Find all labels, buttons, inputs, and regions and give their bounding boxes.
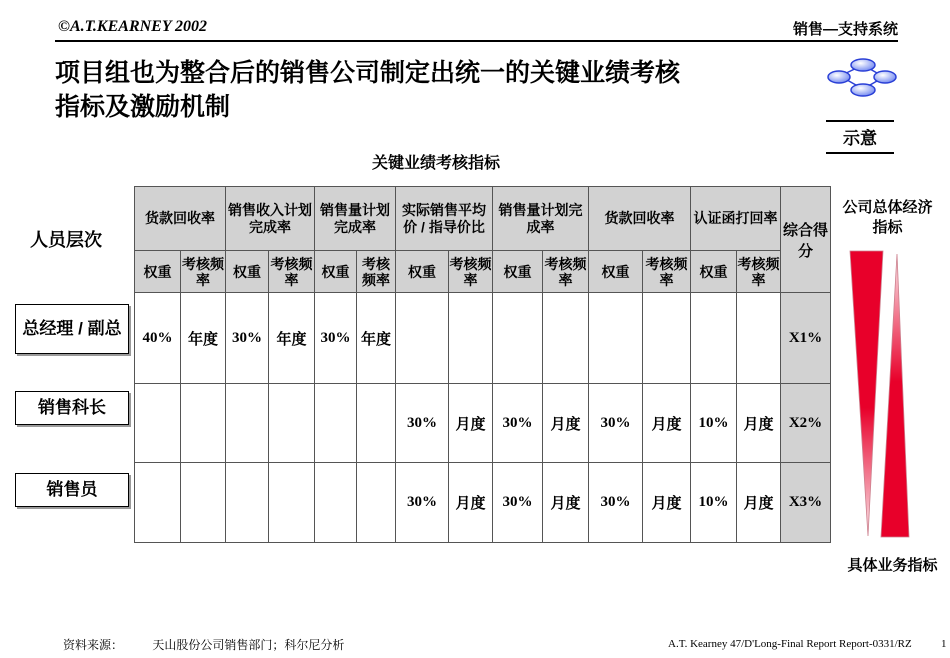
score-cell: X2% [781,384,831,463]
frequency-subheader: 考核频率 [543,251,589,293]
table-row [135,293,831,384]
kpi-subheader-row [135,251,831,293]
table-cell [315,384,357,463]
table-cell [226,463,269,543]
score-cell: X1% [781,293,831,384]
kpi-group-header-row [135,187,831,251]
table-cell [396,293,449,384]
page-title [55,56,805,124]
table-cell: 30% [396,384,449,463]
table-cell: 月度 [449,463,493,543]
table-cell [589,293,643,384]
page-title-line-1: 项目组也为整合后的销售公司制定出统一的关键业绩考核 [55,59,681,87]
table-caption: 关键业绩考核指标 [372,155,501,172]
table-cell: 年度 [181,293,226,384]
table-cell: 30% [493,384,543,463]
frequency-subheader: 考核频率 [643,251,691,293]
table-cell [357,384,396,463]
table-row [135,384,831,463]
weight-subheader: 权重 [315,251,357,293]
table-cell: 30% [396,463,449,543]
table-cell: 月度 [449,384,493,463]
table-cell [315,463,357,543]
weight-subheader: 权重 [396,251,449,293]
weight-subheader: 权重 [493,251,543,293]
table-cell: 30% [589,463,643,543]
frequency-subheader: 考核频率 [357,251,396,293]
table-cell: 30% [493,463,543,543]
kpi-table [134,186,831,543]
table-cell: 30% [226,293,269,384]
table-cell: 年度 [269,293,315,384]
table-cell: 月度 [643,463,691,543]
footer-source-label: 资料来源： [63,638,124,652]
page-title-line-2: 指标及激励机制 [55,93,231,121]
weight-subheader: 权重 [589,251,643,293]
page-number: 1 [941,638,947,650]
table-cell: 月度 [543,463,589,543]
kpi-header-volume-completion: 销售量计划完成率 [315,187,396,251]
specific-business-label: 具体业务指标 [847,557,938,574]
table-cell [226,384,269,463]
weight-subheader: 权重 [691,251,737,293]
role-label-general-manager: 总经理 / 副总 [15,304,129,354]
footer-source [63,636,344,653]
role-header: 人员层次 [30,230,102,250]
table-cell: 月度 [737,463,781,543]
table-cell [449,293,493,384]
footer-report-reference: A.T. Kearney 47/D'Long-Final Report Report-0331/RZ [668,638,912,650]
kpi-header-collection-rate: 货款回收率 [135,187,226,251]
table-cell: 30% [589,384,643,463]
network-diagram-icon [826,52,900,104]
score-cell: X3% [781,463,831,543]
table-cell [357,463,396,543]
table-cell: 30% [315,293,357,384]
table-cell: 月度 [737,384,781,463]
kpi-header-collection-rate-2: 货款回收率 [589,187,691,251]
table-cell [181,463,226,543]
table-cell [493,293,543,384]
frequency-subheader: 考核频率 [449,251,493,293]
frequency-subheader: 考核频率 [181,251,226,293]
table-cell [135,384,181,463]
frequency-subheader: 考核频率 [269,251,315,293]
kpi-header-revenue-completion: 销售收入计划完成率 [226,187,315,251]
role-label-sales-section-chief: 销售科长 [15,391,129,425]
weight-subheader: 权重 [226,251,269,293]
kpi-header-volume-completion-2: 销售量计划完成率 [493,187,589,251]
table-cell [543,293,589,384]
table-cell: 年度 [357,293,396,384]
table-cell [643,293,691,384]
table-cell: 40% [135,293,181,384]
role-label-salesperson: 销售员 [15,473,129,507]
table-cell: 月度 [543,384,589,463]
table-cell [269,463,315,543]
score-header: 综合得分 [781,187,831,293]
kpi-header-price-ratio: 实际销售平均价 / 指导价比 [396,187,493,251]
table-cell: 10% [691,384,737,463]
table-cell: 10% [691,463,737,543]
table-cell: 月度 [643,384,691,463]
frequency-subheader: 考核频率 [737,251,781,293]
weight-subheader: 权重 [135,251,181,293]
diagram-label: 示意 [826,120,894,154]
table-cell [269,384,315,463]
copyright-text: ©A.T.KEARNEY 2002 [58,18,208,35]
table-cell [181,384,226,463]
company-overall-label: 公司总体经济指标 [842,199,933,236]
table-cell [135,463,181,543]
footer-source-text: 天山股份公司销售部门；科尔尼分析 [152,638,345,652]
indicator-wedge-graphic [845,246,915,542]
system-name: 销售—支持系统 [792,21,898,38]
table-cell [691,293,737,384]
header-divider [55,40,898,42]
table-row [135,463,831,543]
kpi-header-certificate-return-rate: 认证函打回率 [691,187,781,251]
table-cell [737,293,781,384]
